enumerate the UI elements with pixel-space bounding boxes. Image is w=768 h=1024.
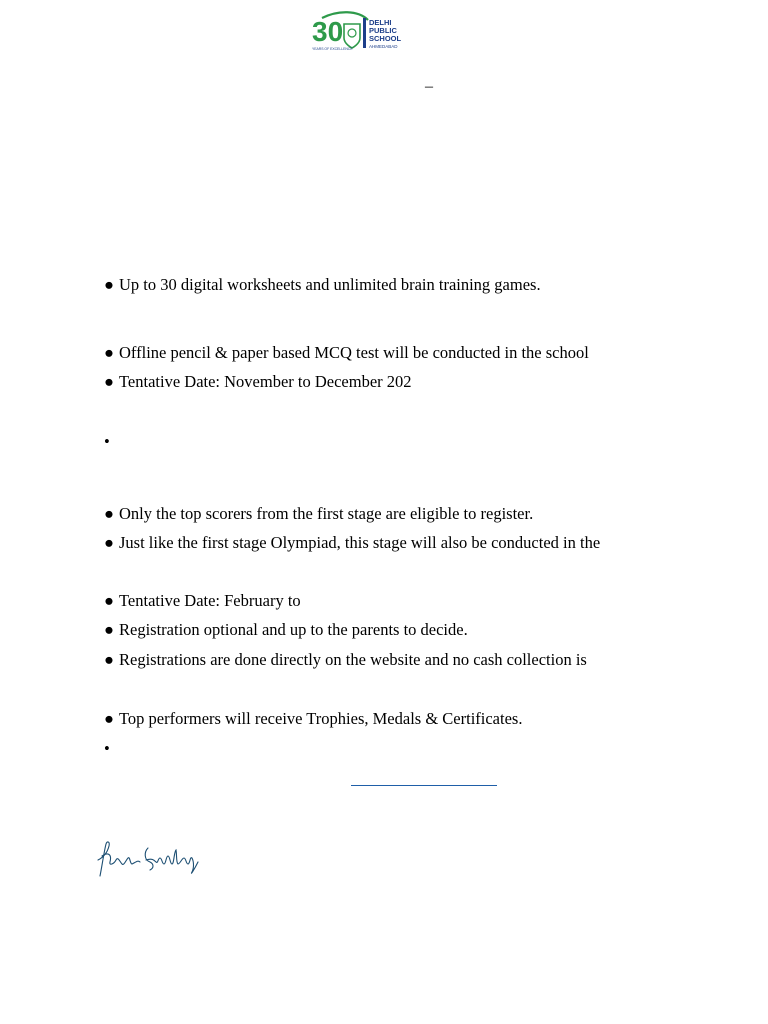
bullet-dot: ● — [104, 504, 114, 523]
bullet-dot: ● — [104, 533, 114, 552]
bullet-item — [104, 650, 587, 670]
bullet-text: Just like the first stage Olympiad, this stage will also be conducted in the — [119, 533, 601, 552]
bullet-item — [104, 620, 468, 640]
bullet-text: Tentative Date: November to December 202 — [119, 372, 412, 391]
bullet-text: Offline pencil & paper based MCQ test will be conducted in the school — [119, 343, 589, 362]
logo-line1: DELHI — [369, 18, 392, 27]
bullet-dot: ● — [104, 709, 114, 728]
bullet-item — [104, 504, 533, 524]
logo-city: AHMEDABAD — [369, 44, 398, 49]
bullet-item — [104, 533, 600, 553]
bullet-item — [104, 591, 301, 611]
bullet-item-empty — [104, 432, 119, 452]
bullet-dot: ● — [104, 620, 114, 639]
logo-line3: SCHOOL — [369, 34, 402, 43]
logo-tagline: YEARS OF EXCELLENCE — [312, 47, 353, 51]
bullet-dot: ● — [104, 591, 114, 610]
bullet-item — [104, 343, 589, 363]
logo-number: 30 — [312, 16, 344, 47]
signature — [94, 838, 206, 880]
bullet-item-empty — [104, 739, 119, 759]
bullet-text: Registration optional and up to the parents to decide. — [119, 620, 468, 639]
bullet-dot: ● — [104, 343, 114, 362]
bullet-text: Tentative Date: February to — [119, 591, 301, 610]
bullet-text: Up to 30 digital worksheets and unlimited brain training games. — [119, 275, 541, 294]
hyperlink-underline[interactable] — [351, 785, 497, 786]
bullet-dot: ● — [104, 372, 114, 391]
bullet-text: Only the top scorers from the first stage are eligible to register. — [119, 504, 534, 523]
logo-line2: PUBLIC — [369, 26, 397, 35]
header-dash: – — [425, 78, 433, 95]
bullet-text: Registrations are done directly on the website and no cash collection is — [119, 650, 587, 669]
school-logo — [310, 10, 406, 54]
bullet-text: Top performers will receive Trophies, Medals & Certificates. — [119, 709, 523, 728]
bullet-dot: • — [104, 432, 110, 451]
bullet-item — [104, 372, 412, 392]
bullet-dot: ● — [104, 650, 114, 669]
bullet-dot: • — [104, 739, 110, 758]
bullet-item — [104, 275, 541, 295]
bullet-item — [104, 709, 522, 729]
bullet-dot: ● — [104, 275, 114, 294]
